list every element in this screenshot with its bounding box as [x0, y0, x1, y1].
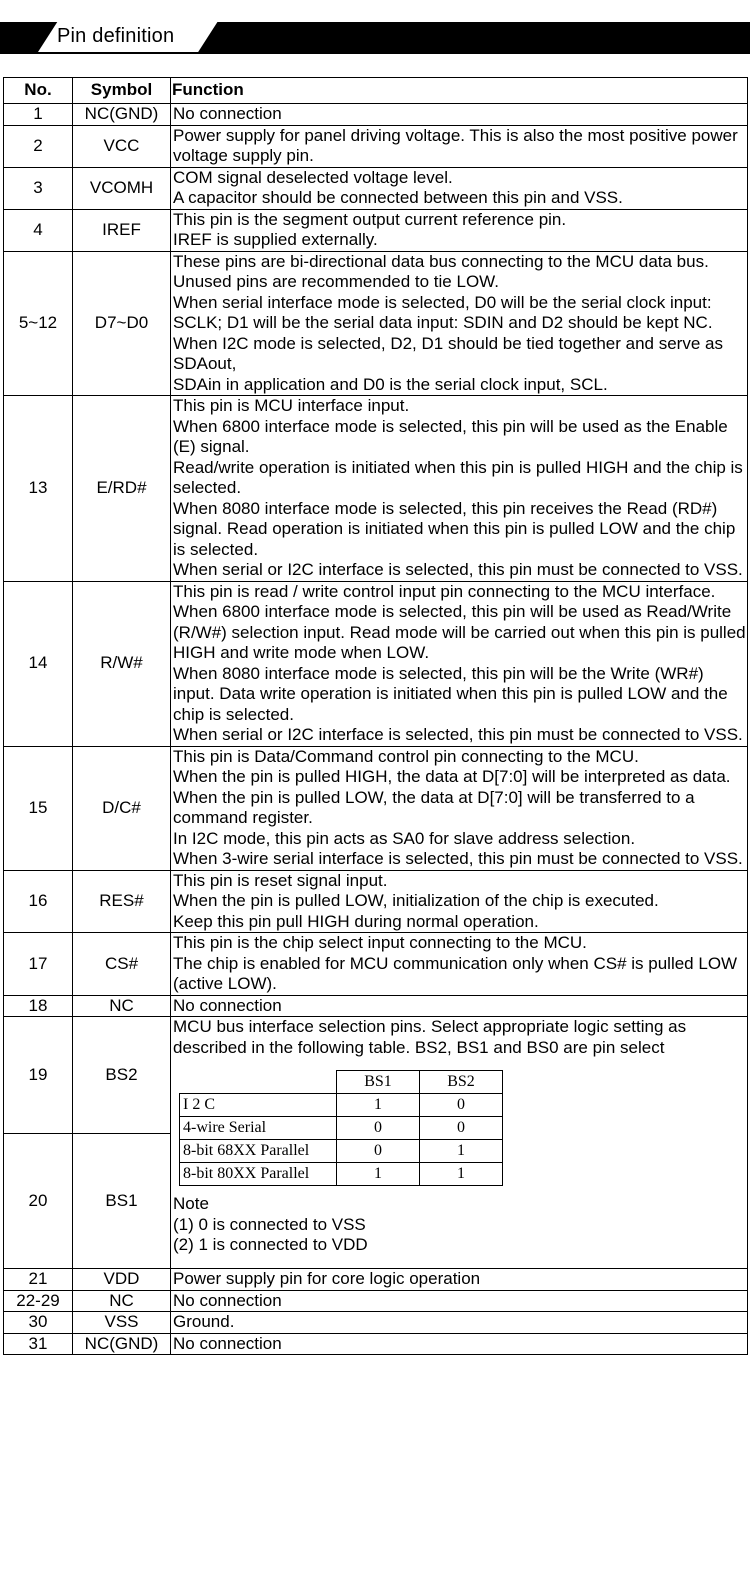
table-row	[4, 1269, 748, 1291]
pin-symbol: BS1	[73, 1134, 171, 1269]
pin-number: 13	[4, 396, 73, 582]
bs-select-table	[179, 1070, 503, 1186]
pin-number: 19	[4, 1017, 73, 1134]
bs-row	[180, 1140, 503, 1163]
bs-mode-label: 4-wire Serial	[180, 1117, 337, 1140]
pin-function: Power supply pin for core logic operation	[171, 1269, 748, 1291]
bs1-value: 1	[337, 1094, 420, 1117]
table-row	[4, 125, 748, 167]
header-no: No.	[4, 78, 73, 104]
table-row	[4, 1290, 748, 1312]
pin-number: 22-29	[4, 1290, 73, 1312]
bs1-value: 1	[337, 1163, 420, 1186]
bs-header-row	[180, 1071, 503, 1094]
pin-symbol: IREF	[73, 209, 171, 251]
function-line: In I2C mode, this pin acts as SA0 for slave address selection.	[173, 828, 636, 848]
pin-symbol: NC	[73, 1290, 171, 1312]
pin-number: 1	[4, 104, 73, 126]
bs2-value: 0	[420, 1094, 503, 1117]
bs-mode-label: 8-bit 68XX Parallel	[180, 1140, 337, 1163]
table-row	[4, 251, 748, 396]
header-function: Function	[171, 78, 748, 104]
function-line: No connection	[173, 104, 282, 123]
pin-symbol: CS#	[73, 933, 171, 996]
bs-row	[180, 1094, 503, 1117]
table-row	[4, 167, 748, 209]
function-line: This pin is the segment output current reference pin.	[173, 209, 567, 229]
pin-number: 21	[4, 1269, 73, 1291]
pin-function	[171, 746, 748, 870]
table-row	[4, 1017, 748, 1134]
bs-corner-cell	[180, 1071, 337, 1094]
table-row	[4, 209, 748, 251]
bs-col-bs1: BS1	[337, 1071, 420, 1094]
pin-definition-table	[3, 77, 748, 1355]
function-line: When I2C mode is selected, D2, D1 should be tied together and serve as SDAout,	[173, 333, 723, 373]
pin-function	[171, 581, 748, 746]
pin-number: 4	[4, 209, 73, 251]
function-line: When serial or I2C interface is selected, this pin must be connected to VSS.	[173, 560, 743, 579]
function-line: When 3-wire serial interface is selected, this pin must be connected to VSS.	[173, 849, 743, 868]
table-row	[4, 870, 748, 933]
pin-function	[171, 933, 748, 996]
function-line: When 8080 interface mode is selected, this pin receives the Read (RD#) signal. Read operation is initiated when this pin is pulled LOW and the chip is selected.	[173, 498, 736, 559]
function-line: When the pin is pulled LOW, the data at D[7:0] will be transferred to a command register.	[173, 787, 695, 827]
bs-function-cell	[171, 1017, 748, 1269]
table-row	[4, 746, 748, 870]
pin-symbol: NC(GND)	[73, 104, 171, 126]
table-row	[4, 1312, 748, 1334]
table-header-row	[4, 78, 748, 104]
function-line: No connection	[173, 995, 282, 1015]
function-line: This pin is read / write control input pin connecting to the MCU interface.	[173, 581, 716, 601]
bs2-value: 1	[420, 1163, 503, 1186]
function-line: SDAin in application and D0 is the serial clock input, SCL.	[173, 374, 608, 394]
function-line: When 6800 interface mode is selected, this pin will be used as Read/Write (R/W#) selection input. Read mode will be carried out when this pin is pulled HIGH and write mode when LOW.	[173, 602, 746, 662]
function-line: This pin is the chip select input connecting to the MCU.	[173, 933, 587, 952]
pin-function	[171, 995, 748, 1017]
pin-symbol: VCOMH	[73, 167, 171, 209]
bs-row	[180, 1117, 503, 1140]
bs-col-bs2: BS2	[420, 1071, 503, 1094]
bs2-value: 0	[420, 1117, 503, 1140]
function-line: When serial or I2C interface is selected, this pin must be connected to VSS.	[173, 725, 743, 744]
function-line: When serial interface mode is selected, D0 will be the serial clock input: SCLK; D1 will be the serial data input: SDIN and D2 should be kept NC.	[173, 292, 713, 332]
pin-symbol: RES#	[73, 870, 171, 933]
pin-number: 30	[4, 1312, 73, 1334]
table-row	[4, 1333, 748, 1355]
page-title: Pin definition	[57, 25, 175, 47]
note-title: Note	[173, 1194, 209, 1213]
function-line: IREF is supplied externally.	[173, 230, 378, 249]
function-line: Read/write operation is initiated when this pin is pulled HIGH and the chip is selected.	[173, 457, 743, 497]
bs1-value: 0	[337, 1117, 420, 1140]
pin-symbol: D7~D0	[73, 251, 171, 396]
bs-mode-label: I 2 C	[180, 1094, 337, 1117]
function-line: When 8080 interface mode is selected, this pin will be the Write (WR#) input. Data write operation is initiated when this pin is pulled LOW and the chip is selected.	[173, 663, 728, 724]
pin-number: 5~12	[4, 251, 73, 396]
pin-number: 3	[4, 167, 73, 209]
pin-function	[171, 251, 748, 396]
pin-number: 17	[4, 933, 73, 996]
note-line-1: (1) 0 is connected to VSS	[173, 1214, 366, 1234]
pin-number: 2	[4, 125, 73, 167]
pin-function	[171, 167, 748, 209]
table-row	[4, 104, 748, 126]
table-row	[4, 581, 748, 746]
pin-symbol: BS2	[73, 1017, 171, 1134]
function-line: A capacitor should be connected between this pin and VSS.	[173, 188, 623, 207]
pin-function: No connection	[171, 1290, 748, 1312]
function-line: Power supply for panel driving voltage. This is also the most positive power voltage supply pin.	[173, 125, 738, 165]
function-line: These pins are bi-directional data bus connecting to the MCU data bus.	[173, 251, 709, 271]
pin-function	[171, 209, 748, 251]
bs2-value: 1	[420, 1140, 503, 1163]
pin-function	[171, 396, 748, 582]
function-line: When 6800 interface mode is selected, this pin will be used as the Enable (E) signal.	[173, 416, 728, 456]
pin-symbol: E/RD#	[73, 396, 171, 582]
pin-symbol: VCC	[73, 125, 171, 167]
function-line: COM signal deselected voltage level.	[173, 167, 453, 187]
pin-number: 16	[4, 870, 73, 933]
function-line: This pin is MCU interface input.	[173, 396, 410, 415]
table-row	[4, 396, 748, 582]
bs-row	[180, 1163, 503, 1186]
pin-symbol: D/C#	[73, 746, 171, 870]
pin-function: Ground.	[171, 1312, 748, 1334]
bs-intro-text: MCU bus interface selection pins. Select appropriate logic setting as described in the following table. BS2, BS1 and BS0 are pin select	[173, 1017, 687, 1057]
bs1-value: 0	[337, 1140, 420, 1163]
pin-function	[171, 104, 748, 126]
function-line: When the pin is pulled HIGH, the data at D[7:0] will be interpreted as data.	[173, 767, 731, 786]
function-line: This pin is reset signal input.	[173, 870, 388, 890]
note-line-2: (2) 1 is connected to VDD	[173, 1235, 368, 1254]
function-line: This pin is Data/Command control pin connecting to the MCU.	[173, 746, 639, 766]
function-line: Unused pins are recommended to tie LOW.	[173, 272, 499, 291]
pin-symbol: VSS	[73, 1312, 171, 1334]
pin-function	[171, 125, 748, 167]
pin-number: 31	[4, 1333, 73, 1355]
pin-symbol: NC	[73, 995, 171, 1017]
header-symbol: Symbol	[73, 78, 171, 104]
pin-function	[171, 870, 748, 933]
function-line: Keep this pin pull HIGH during normal operation.	[173, 911, 539, 931]
bs-mode-label: 8-bit 80XX Parallel	[180, 1163, 337, 1186]
pin-number: 20	[4, 1134, 73, 1269]
table-row	[4, 995, 748, 1017]
pin-function: No connection	[171, 1333, 748, 1355]
pin-number: 18	[4, 995, 73, 1017]
pin-number: 14	[4, 581, 73, 746]
function-line: The chip is enabled for MCU communication only when CS# is pulled LOW (active LOW).	[173, 953, 738, 993]
pin-symbol: R/W#	[73, 581, 171, 746]
pin-symbol: VDD	[73, 1269, 171, 1291]
pin-number: 15	[4, 746, 73, 870]
table-row	[4, 933, 748, 996]
function-line: When the pin is pulled LOW, initialization of the chip is executed.	[173, 891, 659, 910]
pin-symbol: NC(GND)	[73, 1333, 171, 1355]
